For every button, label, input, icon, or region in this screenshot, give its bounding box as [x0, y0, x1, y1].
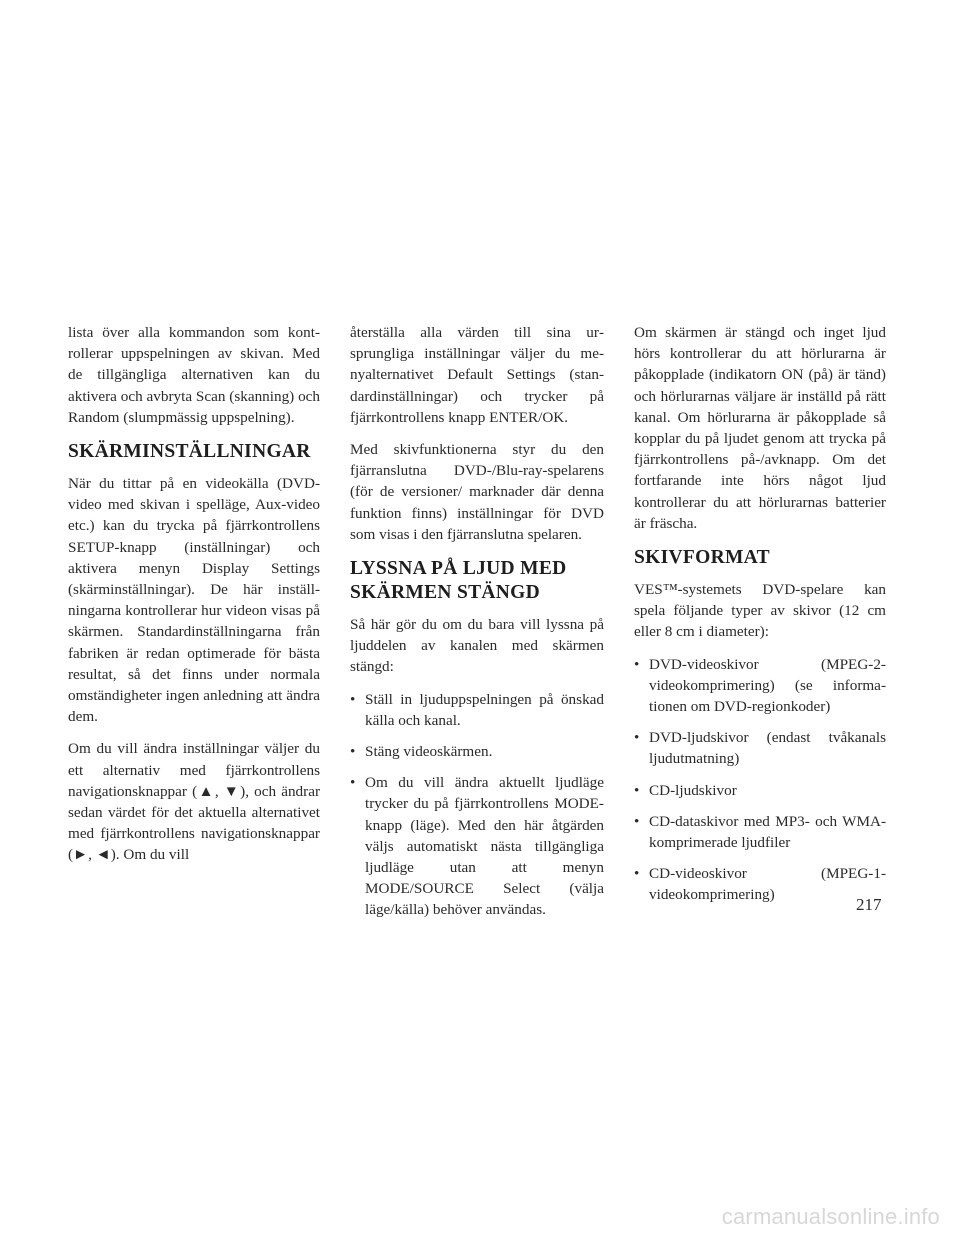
column-2: [350, 322, 604, 932]
paragraph: Om skärmen är stängd och inget ljud hörs kontrollerar du att hörlurarna är påkopplade (indikatorn ON (på) är tänd) och hörlurarnas väljare är inställd på rätt kanal. Om hörlurarna är påkopplade så kopplar du på ljudet genom att trycka på fjärrkontrollens på-/avknapp. Om det fortfarande inte hörs något ljud kontrollerar du att hörlurarnas batterier är fräscha.: [634, 324, 886, 532]
list-item: • Stäng videoskärmen.: [350, 741, 604, 762]
paragraph: Så här gör du om du bara vill lyssna på ljuddelen av kanalen med skärmen stängd:: [350, 616, 604, 676]
section-heading-listen-audio: [350, 557, 604, 605]
list-item: • CD-videoskivor (MPEG-1-videokomprimering): [634, 863, 886, 905]
paragraph: lista över alla kommandon som kontrollerar uppspelningen av skivan. Med de tillgängliga alternativen kan du aktivera och avbryta Scan (skanning) och Random (slumpmässig uppspelning).: [68, 324, 320, 426]
paragraph: Med skivfunktionerna styr du den fjärranslutna DVD-/Blu-ray-spelarens (för de versioner/ marknader där denna funktion finns) inställningar för DVD som visas i den fjärranslutna spelaren.: [350, 441, 604, 543]
section-heading-disc-format: SKIVFORMAT: [634, 547, 770, 569]
list-item: • Om du vill ändra aktuellt ljudläge trycker du på fjärrkontrollens MODE-knapp (läge). Med den här åtgärden väljs automatiskt nästa tillgängliga ljudläge utan att menyn MODE/SOURCE Select (välja läge/källa) behöver användas.: [350, 772, 604, 920]
list-item: • CD-dataskivor med MP3- och WMA-komprimerade ljudfiler: [634, 811, 886, 853]
list-item: • CD-ljudskivor: [634, 780, 886, 801]
page-number: 217: [856, 895, 882, 914]
section-heading-screen-settings: SKÄRMINSTÄLLNINGAR: [68, 441, 311, 463]
column-3: [634, 322, 886, 917]
paragraph: återställa alla värden till sina ursprungliga inställningar väljer du menyalternativet Default Settings (standardinställningar) och trycker på fjärrkontrollens knapp ENTER/OK.: [350, 324, 604, 426]
paragraph: När du tittar på en videokälla (DVD-video med skivan i spelläge, Aux-video etc.) kan du trycka på fjärrkontrollens SETUP-knapp (inställningar) och aktivera menyn Display Settings (skärminställningar). De här inställningarna kontrollerar hur videon visas på skärmen. Standardinställningarna från fabriken är redan optimerade för bästa resultat, så det finns under normala omständigheter ingen anledning att ändra dem.: [68, 475, 320, 726]
list-item: • DVD-ljudskivor (endast tvåkanals ljudutmatning): [634, 727, 886, 769]
heading-line: LYSSNA PÅ LJUD MED: [350, 558, 567, 580]
watermark: carmanualsonline.info: [721, 1204, 940, 1229]
heading-line: SKÄRMEN STÄNGD: [350, 582, 541, 604]
column-1: [68, 322, 320, 877]
bullet-list: [634, 654, 886, 906]
list-item: • Ställ in ljuduppspelningen på önskad källa och kanal.: [350, 689, 604, 731]
list-item: • DVD-videoskivor (MPEG-2-videokomprimering) (se informationen om DVD-regionkoder): [634, 654, 886, 718]
paragraph: Om du vill ändra inställningar väljer du ett alternativ med fjärrkontrollens navigationsknappar (▲, ▼), och ändrar sedan värdet för det aktuella alternativet med fjärrkontrollens navigationsknappar (►, ◄). Om du vill: [68, 740, 320, 864]
paragraph: VES™-systemets DVD-spelare kan spela följande typer av skivor (12 cm eller 8 cm i diameter):: [634, 581, 886, 641]
bullet-list: [350, 689, 604, 921]
